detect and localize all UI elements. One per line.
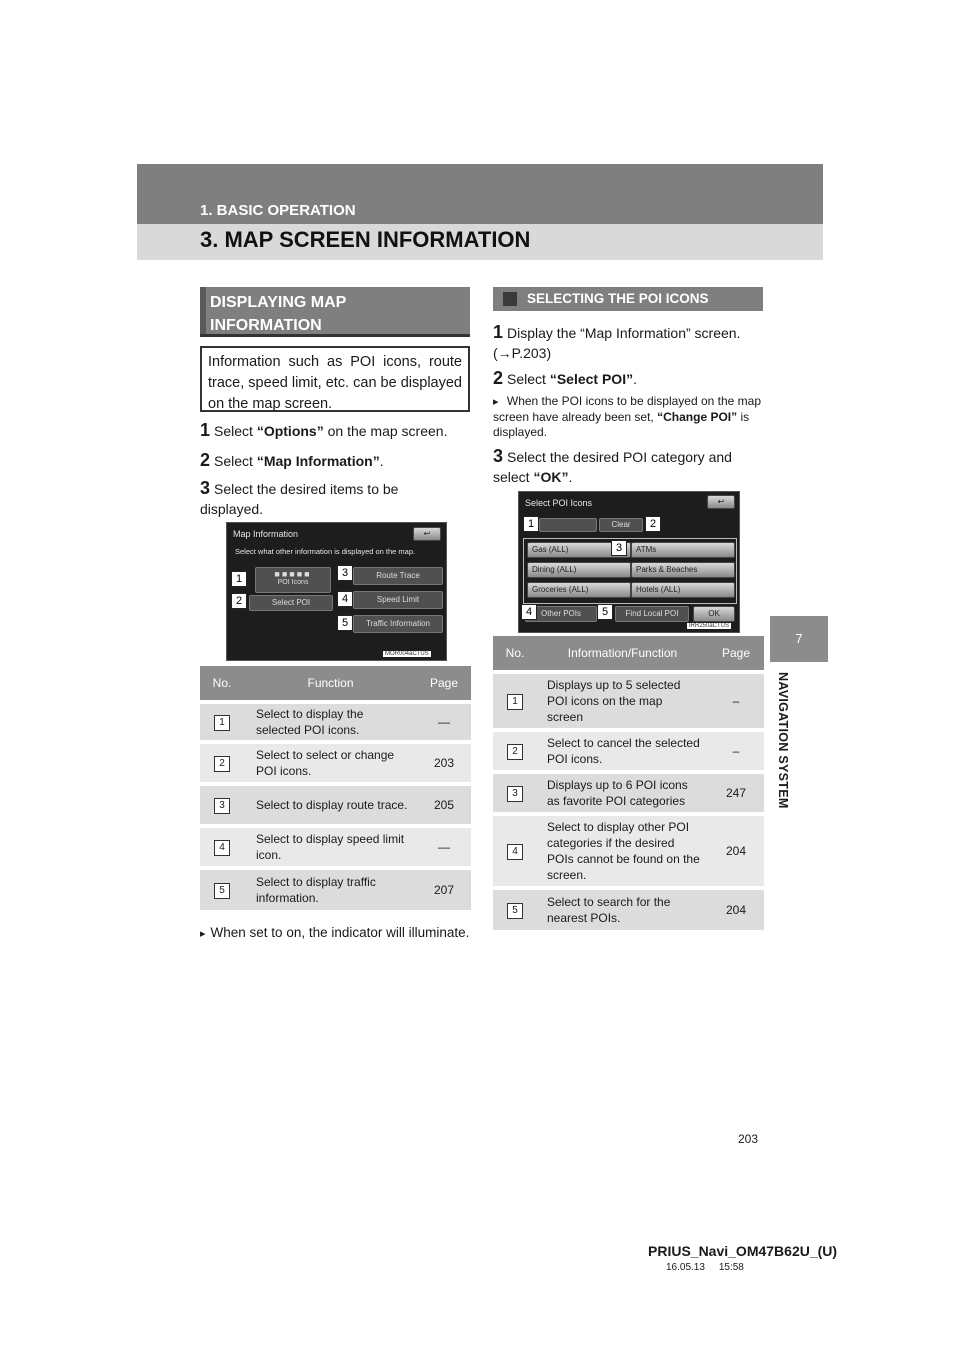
table-header-row [200, 666, 471, 702]
image-code: MOR004aCTUS [385, 651, 429, 657]
dining-button[interactable]: Dining (ALL) [527, 562, 631, 578]
page-cell: 204 [708, 814, 764, 888]
callout-2: 2 [231, 593, 247, 609]
function-cell: Select to display traffic information. [244, 868, 417, 910]
function-cell: Select to cancel the selected POI icons. [537, 730, 708, 772]
screen-subtitle: Select what other information is displayed on the map. [235, 547, 416, 556]
callout-3: 3 [611, 540, 627, 556]
function-cell: Select to display other POI categories if the desired POIs cannot be found on the screen. [537, 814, 708, 888]
groceries-button[interactable]: Groceries (ALL) [527, 582, 631, 598]
map-information-screenshot [226, 522, 447, 661]
table-row [493, 814, 764, 888]
intro-box: Information such as POI icons, route trace, speed limit, etc. can be displayed on the map screen. [200, 346, 470, 412]
function-table-right [493, 636, 764, 930]
page-cell: 207 [417, 868, 471, 910]
route-trace-button[interactable]: Route Trace [353, 567, 443, 585]
poi-slots [539, 518, 597, 532]
callout-4: 4 [337, 591, 353, 607]
callout-4: 4 [521, 604, 537, 620]
back-button[interactable]: ↩ [413, 527, 441, 541]
number-box: 4 [214, 840, 230, 856]
section-label: 1. BASIC OPERATION [200, 202, 356, 219]
page-cell: — [417, 826, 471, 868]
note-right: ▸ When the POI icons to be displayed on the map screen have already been set, “Change POI” is displayed. [493, 394, 765, 440]
table-row [200, 868, 471, 910]
back-button[interactable]: ↩ [707, 495, 735, 509]
poi-squares-icon: ■■■■■ [274, 569, 312, 579]
header-function: Information/Function [537, 636, 708, 672]
function-table-left [200, 666, 471, 910]
callout-5: 5 [597, 604, 613, 620]
number-box: 3 [507, 786, 523, 802]
step-3-left: 3 Select the desired items to be displayed. [200, 478, 399, 517]
function-cell: Select to search for the nearest POIs. [537, 888, 708, 930]
table-row [493, 730, 764, 772]
callout-1: 1 [523, 516, 539, 532]
select-poi-button[interactable]: Select POI [249, 595, 333, 611]
function-cell: Select to select or change POI icons. [244, 742, 417, 784]
function-cell: Select to display route trace. [244, 784, 417, 826]
number-box: 2 [507, 744, 523, 760]
header-page: Page [708, 636, 764, 672]
header-no: No. [200, 666, 244, 702]
function-cell: Select to display the selected POI icons. [244, 702, 417, 742]
header-no: No. [493, 636, 537, 672]
step-3-right: 3 Select the desired POI category and select “OK”. [493, 446, 732, 485]
poi-icons-button[interactable]: ■■■■■ POI Icons [255, 567, 331, 593]
clear-button[interactable]: Clear [599, 518, 643, 532]
chapter-label: NAVIGATION SYSTEM [776, 672, 790, 809]
callout-5: 5 [337, 615, 353, 631]
table-row [493, 672, 764, 730]
find-local-poi-button[interactable]: Find Local POI [615, 606, 689, 622]
page-cell: 203 [417, 742, 471, 784]
step-2-right: 2 Select “Select POI”. [493, 368, 637, 388]
page-cell: 247 [708, 772, 764, 814]
function-cell: Displays up to 5 selected POI icons on the map screen [537, 672, 708, 730]
document-id: PRIUS_Navi_OM47B62U_(U) [648, 1243, 838, 1259]
number-box: 3 [214, 798, 230, 814]
table-row [200, 784, 471, 826]
function-cell: Select to display speed limit icon. [244, 826, 417, 868]
callout-1: 1 [231, 571, 247, 587]
header-page: Page [417, 666, 471, 702]
callout-2: 2 [645, 516, 661, 532]
image-code: IRR250aCTUS [689, 623, 730, 629]
step-2-left: 2 Select “Map Information”. [200, 450, 384, 470]
hotels-button[interactable]: Hotels (ALL) [631, 582, 735, 598]
step-1-right: 1 Display the “Map Information” screen. (→P.203) [493, 322, 741, 361]
screen-title: Map Information [233, 529, 299, 539]
table-row [493, 888, 764, 930]
table-header-row [493, 636, 764, 672]
number-box: 5 [214, 883, 230, 899]
callout-3: 3 [337, 565, 353, 581]
page-cell: — [417, 702, 471, 742]
number-box: 2 [214, 756, 230, 772]
chapter-tab: 7 [770, 616, 828, 662]
table-row [493, 772, 764, 814]
other-pois-button[interactable]: Other POIs [525, 606, 597, 622]
page-cell: – [708, 730, 764, 772]
traffic-information-button[interactable]: Traffic Information [353, 615, 443, 633]
select-poi-icons-screenshot [518, 491, 740, 633]
atms-button[interactable]: ATMs [631, 542, 735, 558]
page-cell: – [708, 672, 764, 730]
table-row [200, 742, 471, 784]
function-cell: Displays up to 6 POI icons as favorite POI categories [537, 772, 708, 814]
gas-button[interactable]: Gas (ALL) [527, 542, 631, 558]
header-function: Function [244, 666, 417, 702]
table-row [200, 702, 471, 742]
step-1-left: 1 Select “Options” on the map screen. [200, 420, 448, 440]
number-box: 5 [507, 903, 523, 919]
section-heading-right: SELECTING THE POI ICONS [493, 287, 763, 311]
number-box: 1 [214, 715, 230, 731]
page-cell: 205 [417, 784, 471, 826]
note-left: ▸ When set to on, the indicator will illuminate. [200, 924, 472, 943]
speed-limit-button[interactable]: Speed Limit [353, 591, 443, 609]
screen-title: Select POI Icons [525, 498, 593, 508]
number-box: 1 [507, 694, 523, 710]
print-date: 16.05.13 15:58 [666, 1262, 744, 1273]
page-cell: 204 [708, 888, 764, 930]
section-heading-left: DISPLAYING MAP INFORMATION [200, 287, 470, 337]
parks-button[interactable]: Parks & Beaches [631, 562, 735, 578]
page-number: 203 [738, 1132, 759, 1146]
ok-button[interactable]: OK [693, 606, 735, 622]
page-title: 3. MAP SCREEN INFORMATION [200, 227, 531, 252]
table-row [200, 826, 471, 868]
number-box: 4 [507, 844, 523, 860]
